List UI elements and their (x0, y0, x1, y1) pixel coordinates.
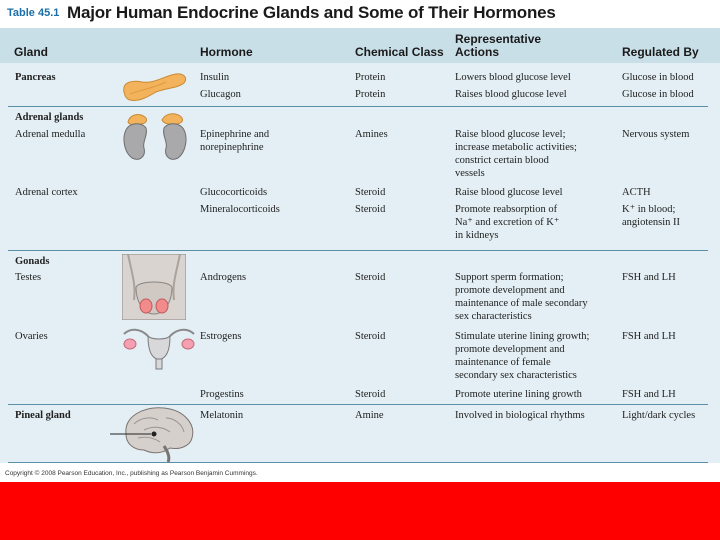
adrenal-glands-illustration (118, 108, 198, 164)
regulated-cell: FSH and LH (622, 272, 676, 283)
regulated-cell: FSH and LH (622, 389, 676, 400)
action-cell: Promote reabsorption of (455, 204, 558, 215)
header-actions-line2: Actions (455, 45, 500, 59)
action-cell: Na⁺ and excretion of K⁺ (455, 217, 560, 228)
hormone-cell: Androgens (200, 272, 247, 283)
regulated-cell: angiotensin II (622, 217, 681, 228)
action-cell: Raise blood glucose level (455, 187, 563, 198)
action-cell: Support sperm formation; (455, 272, 564, 283)
header-chemical-class: Chemical Class (355, 45, 444, 59)
class-cell: Steroid (355, 272, 386, 283)
class-cell: Amine (355, 410, 384, 421)
class-cell: Steroid (355, 187, 386, 198)
title-bar (0, 0, 720, 26)
copyright-footer: Copyright © 2008 Pearson Education, Inc., publishing as Pearson Benjamin Cummings. (5, 470, 258, 477)
action-cell: sex characteristics (455, 311, 532, 322)
table-title: Major Human Endocrine Glands and Some of Their Hormones (67, 3, 556, 22)
action-cell: Involved in biological rhythms (455, 410, 585, 421)
bottom-red-band (0, 482, 720, 540)
hormone-cell: norepinephrine (200, 142, 264, 153)
header-gland: Gland (14, 45, 49, 59)
class-cell: Steroid (355, 331, 386, 342)
hormone-cell: Progestins (200, 389, 244, 400)
action-cell: Raise blood glucose level; (455, 129, 566, 140)
class-cell: Protein (355, 72, 386, 83)
action-cell: Promote uterine lining growth (455, 389, 582, 400)
ovaries-illustration (118, 322, 200, 370)
action-cell: Raises blood glucose level (455, 89, 567, 100)
class-cell: Steroid (355, 389, 386, 400)
table-number: Table 45.1 (7, 7, 60, 19)
divider (8, 106, 708, 107)
action-cell: maintenance of female (455, 357, 551, 368)
header-regulated-by: Regulated By (622, 45, 699, 59)
action-cell: promote development and (455, 344, 565, 355)
action-cell: increase metabolic activities; (455, 142, 577, 153)
regulated-cell: ACTH (622, 187, 651, 198)
hormone-cell: Mineralocorticoids (200, 204, 280, 215)
gland-ovaries: Ovaries (15, 331, 48, 342)
class-cell: Protein (355, 89, 386, 100)
class-cell: Steroid (355, 204, 386, 215)
gland-adrenal-medulla: Adrenal medulla (15, 129, 86, 140)
hormone-cell: Insulin (200, 72, 230, 83)
gland-testes: Testes (15, 272, 42, 283)
regulated-cell: Nervous system (622, 129, 690, 140)
testes-illustration (122, 254, 186, 320)
table-body (0, 63, 720, 463)
group-adrenal-glands: Adrenal glands (15, 112, 84, 123)
class-cell: Amines (355, 129, 388, 140)
hormone-cell: Epinephrine and (200, 129, 270, 140)
action-cell: in kidneys (455, 230, 499, 241)
action-cell: Stimulate uterine lining growth; (455, 331, 590, 342)
action-cell: maintenance of male secondary (455, 298, 588, 309)
header-hormone: Hormone (200, 45, 253, 59)
regulated-cell: Glucose in blood (622, 72, 694, 83)
header-actions-line1: Representative (455, 32, 542, 46)
pancreas-illustration (120, 66, 190, 104)
divider (8, 250, 708, 251)
hormone-cell: Glucagon (200, 89, 241, 100)
gland-pineal: Pineal gland (15, 410, 71, 421)
hormone-cell: Glucocorticoids (200, 187, 268, 198)
action-cell: promote development and (455, 285, 565, 296)
hormone-cell: Estrogens (200, 331, 242, 342)
regulated-cell: K⁺ in blood; (622, 204, 676, 215)
action-cell: secondary sex characteristics (455, 370, 577, 381)
action-cell: constrict certain blood (455, 155, 549, 166)
group-gonads: Gonads (15, 256, 50, 267)
action-cell: vessels (455, 168, 485, 179)
gland-pancreas: Pancreas (15, 72, 56, 83)
hormone-cell: Melatonin (200, 410, 244, 421)
regulated-cell: Glucose in blood (622, 89, 694, 100)
regulated-cell: FSH and LH (622, 331, 676, 342)
gland-adrenal-cortex: Adrenal cortex (15, 187, 78, 198)
action-cell: Lowers blood glucose level (455, 72, 571, 83)
brain-pineal-illustration (104, 404, 200, 464)
regulated-cell: Light/dark cycles (622, 410, 696, 421)
table-header (0, 28, 720, 63)
